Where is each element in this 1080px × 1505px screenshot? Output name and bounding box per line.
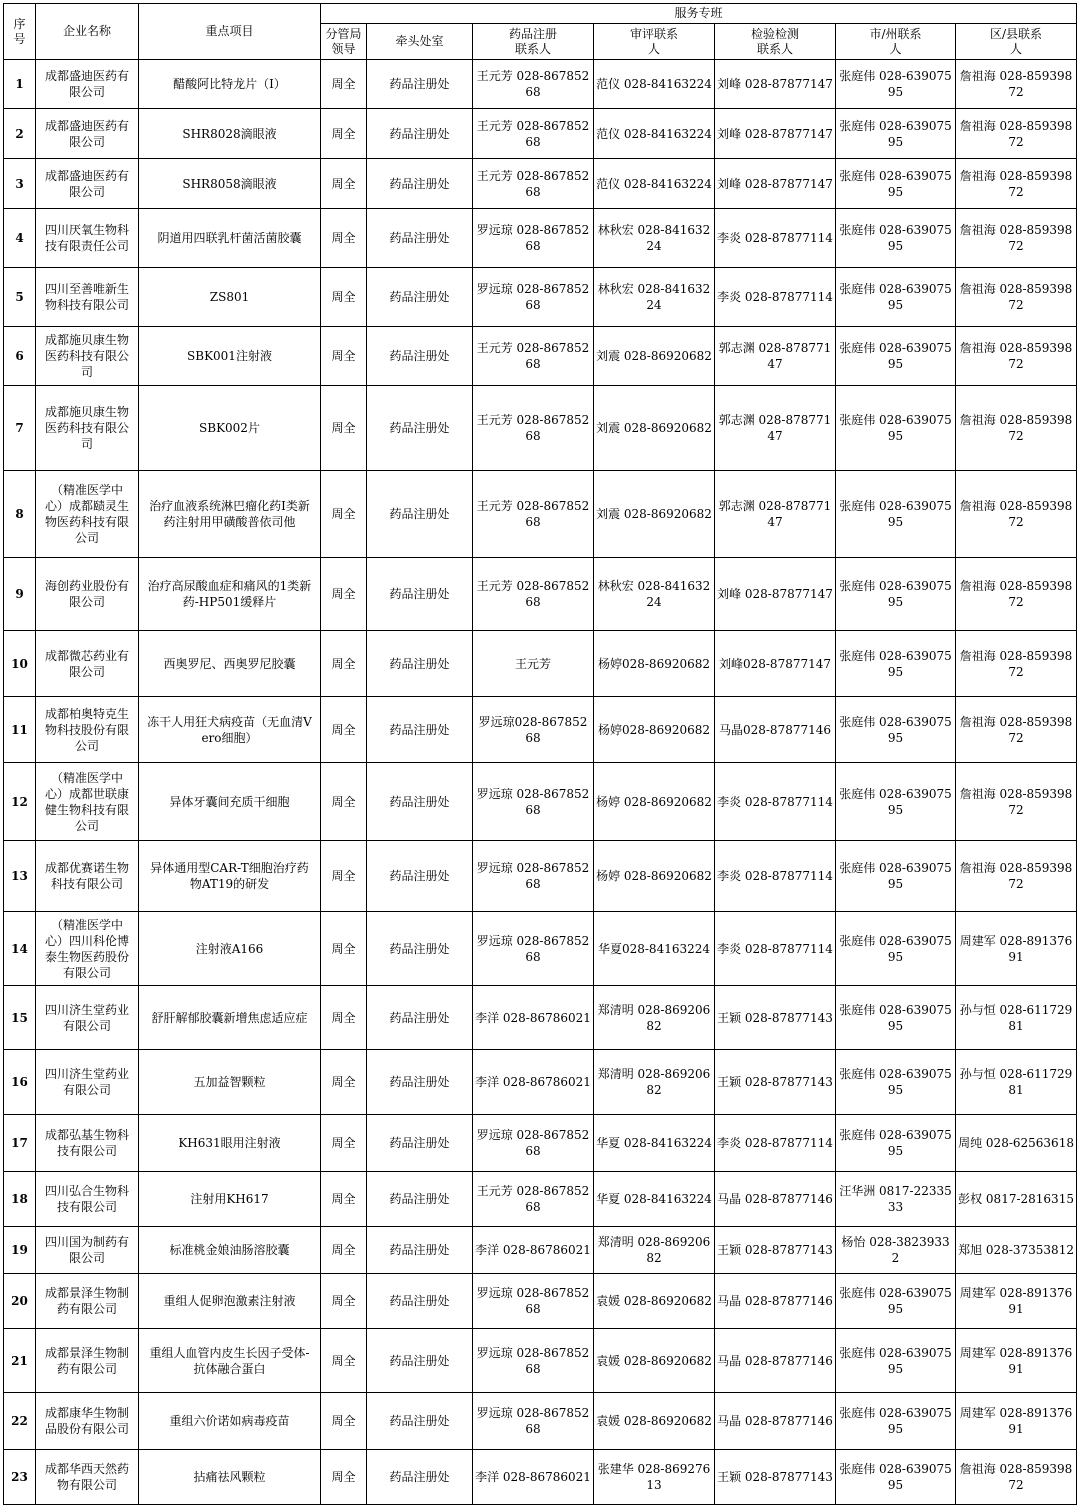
inspection-contact-cell: 郭志渊 028-87877147 [715,471,836,558]
table-row [4,60,1077,109]
leader-cell: 周全 [321,912,367,986]
review-contact-cell: 杨婷 028-86920682 [594,841,715,912]
inspection-contact-cell: 刘峰028-87877147 [715,631,836,697]
review-contact-cell: 袁媛 028-86920682 [594,1329,715,1393]
company-cell: （精准医学中心）成都世联康健生物科技有限公司 [36,763,139,841]
city-contact-cell: 张庭伟 028-63907595 [836,1050,956,1115]
review-contact-cell: 郑清明 028-86920682 [594,986,715,1050]
district-contact-cell: 彭权 0817-2816315 [956,1172,1077,1227]
leader-cell: 周全 [321,1329,367,1393]
table-row [4,1050,1077,1115]
company-cell: 四川厌氧生物科技有限责任公司 [36,209,139,268]
company-cell: 成都盛迪医药有限公司 [36,109,139,159]
dept-cell: 药品注册处 [367,841,473,912]
city-contact-cell: 张庭伟 028-63907595 [836,1274,956,1329]
project-cell: 冻干人用狂犬病疫苗（无血清Vero细胞） [139,697,321,763]
review-contact-cell: 范仪 028-84163224 [594,109,715,159]
leader-cell: 周全 [321,631,367,697]
city-contact-cell: 汪华洲 0817-2233533 [836,1172,956,1227]
table-row [4,1227,1077,1274]
seq-cell: 22 [4,1393,36,1450]
dept-cell: 药品注册处 [367,109,473,159]
leader-cell: 周全 [321,327,367,386]
seq-cell: 16 [4,1050,36,1115]
dept-cell: 药品注册处 [367,1450,473,1505]
company-cell: 成都柏奥特克生物科技股份有限公司 [36,697,139,763]
leader-cell: 周全 [321,1393,367,1450]
review-contact-cell: 杨婷028-86920682 [594,631,715,697]
table-body [4,60,1077,1505]
project-cell: 注射用KH617 [139,1172,321,1227]
header-contact-registration: 药品注册联系人 [473,24,594,60]
table-row [4,1115,1077,1172]
project-cell: 异体牙囊间充质干细胞 [139,763,321,841]
seq-cell: 10 [4,631,36,697]
registration-contact-cell: 罗远琼 028-86785268 [473,1393,594,1450]
registration-contact-cell: 王元芳 028-86785268 [473,327,594,386]
city-contact-cell: 张庭伟 028-63907595 [836,60,956,109]
inspection-contact-cell: 王颖 028-87877143 [715,986,836,1050]
table-row [4,159,1077,209]
company-cell: 四川弘合生物科技有限公司 [36,1172,139,1227]
company-cell: （精准医学中心）成都赜灵生物医药科技有限公司 [36,471,139,558]
company-cell: 四川国为制药有限公司 [36,1227,139,1274]
city-contact-cell: 张庭伟 028-63907595 [836,471,956,558]
table-row [4,558,1077,631]
district-contact-cell: 周建军 028-89137691 [956,1274,1077,1329]
company-cell: 成都景泽生物制药有限公司 [36,1329,139,1393]
city-contact-cell: 张庭伟 028-63907595 [836,1450,956,1505]
project-cell: 重组六价诺如病毒疫苗 [139,1393,321,1450]
table-row [4,1393,1077,1450]
city-contact-cell: 张庭伟 028-63907595 [836,697,956,763]
seq-cell: 3 [4,159,36,209]
dept-cell: 药品注册处 [367,986,473,1050]
table-row [4,109,1077,159]
city-contact-cell: 张庭伟 028-63907595 [836,841,956,912]
inspection-contact-cell: 刘峰 028-87877147 [715,109,836,159]
dept-cell: 药品注册处 [367,386,473,471]
dept-cell: 药品注册处 [367,1050,473,1115]
inspection-contact-cell: 李炎 028-87877114 [715,1115,836,1172]
inspection-contact-cell: 郭志渊 028-87877147 [715,386,836,471]
district-contact-cell: 詹祖海 028-85939872 [956,631,1077,697]
district-contact-cell: 周建军 028-89137691 [956,912,1077,986]
table-row [4,386,1077,471]
city-contact-cell: 张庭伟 028-63907595 [836,912,956,986]
company-cell: 成都施贝康生物医药科技有限公司 [36,386,139,471]
leader-cell: 周全 [321,841,367,912]
registration-contact-cell: 罗远琼 028-86785268 [473,209,594,268]
company-cell: 成都景泽生物制药有限公司 [36,1274,139,1329]
review-contact-cell: 袁媛 028-86920682 [594,1393,715,1450]
review-contact-cell: 华夏028-84163224 [594,912,715,986]
district-contact-cell: 詹祖海 028-85939872 [956,60,1077,109]
header-contact-district: 区/县联系人 [956,24,1077,60]
seq-cell: 4 [4,209,36,268]
table-row [4,1274,1077,1329]
header-service-group: 服务专班 [321,4,1077,24]
seq-cell: 23 [4,1450,36,1505]
company-cell: 成都施贝康生物医药科技有限公司 [36,327,139,386]
dept-cell: 药品注册处 [367,1115,473,1172]
project-cell: 治疗高尿酸血症和痛风的1类新药-HP501缓释片 [139,558,321,631]
dept-cell: 药品注册处 [367,60,473,109]
registration-contact-cell: 李洋 028-86786021 [473,1227,594,1274]
project-cell: 重组人促卵泡激素注射液 [139,1274,321,1329]
inspection-contact-cell: 刘峰 028-87877147 [715,60,836,109]
seq-cell: 2 [4,109,36,159]
district-contact-cell: 孙与恒 028-61172981 [956,1050,1077,1115]
leader-cell: 周全 [321,159,367,209]
inspection-contact-cell: 马晶 028-87877146 [715,1274,836,1329]
company-cell: 成都康华生物制品股份有限公司 [36,1393,139,1450]
company-cell: 四川至善唯新生物科技有限公司 [36,268,139,327]
review-contact-cell: 林秋宏 028-84163224 [594,558,715,631]
review-contact-cell: 范仪 028-84163224 [594,159,715,209]
seq-cell: 7 [4,386,36,471]
seq-cell: 11 [4,697,36,763]
registration-contact-cell: 罗远琼 028-86785268 [473,763,594,841]
city-contact-cell: 张庭伟 028-63907595 [836,1115,956,1172]
dept-cell: 药品注册处 [367,471,473,558]
district-contact-cell: 郑旭 028-37353812 [956,1227,1077,1274]
city-contact-cell: 张庭伟 028-63907595 [836,109,956,159]
leader-cell: 周全 [321,268,367,327]
registration-contact-cell: 罗远琼 028-86785268 [473,268,594,327]
seq-cell: 19 [4,1227,36,1274]
seq-cell: 1 [4,60,36,109]
district-contact-cell: 周建军 028-89137691 [956,1393,1077,1450]
table-row [4,912,1077,986]
project-cell: KH631眼用注射液 [139,1115,321,1172]
review-contact-cell: 袁媛 028-86920682 [594,1274,715,1329]
leader-cell: 周全 [321,1115,367,1172]
inspection-contact-cell: 马晶 028-87877146 [715,1329,836,1393]
registration-contact-cell: 王元芳 028-86785268 [473,471,594,558]
seq-cell: 18 [4,1172,36,1227]
city-contact-cell: 张庭伟 028-63907595 [836,558,956,631]
dept-cell: 药品注册处 [367,697,473,763]
project-cell: SBK001注射液 [139,327,321,386]
seq-cell: 8 [4,471,36,558]
project-cell: 异体通用型CAR-T细胞治疗药物AT19的研发 [139,841,321,912]
city-contact-cell: 张庭伟 028-63907595 [836,1329,956,1393]
dept-cell: 药品注册处 [367,1227,473,1274]
review-contact-cell: 刘震 028-86920682 [594,327,715,386]
inspection-contact-cell: 刘峰 028-87877147 [715,558,836,631]
project-cell: 重组人血管内皮生长因子受体-抗体融合蛋白 [139,1329,321,1393]
seq-cell: 21 [4,1329,36,1393]
leader-cell: 周全 [321,209,367,268]
table-row [4,268,1077,327]
review-contact-cell: 郑清明 028-86920682 [594,1227,715,1274]
dept-cell: 药品注册处 [367,159,473,209]
company-cell: 成都盛迪医药有限公司 [36,159,139,209]
seq-cell: 13 [4,841,36,912]
registration-contact-cell: 罗远琼 028-86785268 [473,1115,594,1172]
dept-cell: 药品注册处 [367,912,473,986]
company-cell: 成都弘基生物科技有限公司 [36,1115,139,1172]
city-contact-cell: 张庭伟 028-63907595 [836,386,956,471]
header-contact-review: 审评联系人 [594,24,715,60]
registration-contact-cell: 王元芳 028-86785268 [473,109,594,159]
seq-cell: 17 [4,1115,36,1172]
inspection-contact-cell: 王颖 028-87877143 [715,1050,836,1115]
inspection-contact-cell: 马晶 028-87877146 [715,1393,836,1450]
leader-cell: 周全 [321,1050,367,1115]
review-contact-cell: 林秋宏 028-84163224 [594,209,715,268]
dept-cell: 药品注册处 [367,1393,473,1450]
district-contact-cell: 詹祖海 028-85939872 [956,697,1077,763]
company-cell: 成都华西天然药物有限公司 [36,1450,139,1505]
project-cell: SHR8028滴眼液 [139,109,321,159]
inspection-contact-cell: 刘峰 028-87877147 [715,159,836,209]
table-row [4,1329,1077,1393]
registration-contact-cell: 王元芳 028-86785268 [473,1172,594,1227]
district-contact-cell: 詹祖海 028-85939872 [956,209,1077,268]
dept-cell: 药品注册处 [367,1329,473,1393]
district-contact-cell: 詹祖海 028-85939872 [956,471,1077,558]
leader-cell: 周全 [321,1227,367,1274]
table-row [4,763,1077,841]
dept-cell: 药品注册处 [367,268,473,327]
city-contact-cell: 张庭伟 028-63907595 [836,209,956,268]
district-contact-cell: 孙与恒 028-61172981 [956,986,1077,1050]
review-contact-cell: 刘震 028-86920682 [594,386,715,471]
leader-cell: 周全 [321,60,367,109]
registration-contact-cell: 李洋 028-86786021 [473,1450,594,1505]
registration-contact-cell: 罗远琼 028-86785268 [473,912,594,986]
review-contact-cell: 郑清明 028-86920682 [594,1050,715,1115]
project-cell: 醋酸阿比特龙片（Ⅰ） [139,60,321,109]
project-cell: 注射液A166 [139,912,321,986]
seq-cell: 14 [4,912,36,986]
header-leader: 分管局领导 [321,24,367,60]
header-seq: 序号 [4,4,36,60]
inspection-contact-cell: 马晶028-87877146 [715,697,836,763]
district-contact-cell: 詹祖海 028-85939872 [956,763,1077,841]
inspection-contact-cell: 李炎 028-87877114 [715,763,836,841]
table-row [4,986,1077,1050]
seq-cell: 9 [4,558,36,631]
district-contact-cell: 詹祖海 028-85939872 [956,109,1077,159]
header-contact-inspection: 检验检测联系人 [715,24,836,60]
project-cell: 阴道用四联乳杆菌活菌胶囊 [139,209,321,268]
review-contact-cell: 杨婷 028-86920682 [594,763,715,841]
company-cell: 成都盛迪医药有限公司 [36,60,139,109]
inspection-contact-cell: 王颖 028-87877143 [715,1450,836,1505]
project-table [3,3,1077,1505]
project-cell: 治疗血液系统淋巴瘤化药Ⅰ类新药注射用甲磺酸普依司他 [139,471,321,558]
city-contact-cell: 张庭伟 028-63907595 [836,159,956,209]
leader-cell: 周全 [321,386,367,471]
leader-cell: 周全 [321,109,367,159]
header-company: 企业名称 [36,4,139,60]
registration-contact-cell: 罗远琼 028-86785268 [473,1329,594,1393]
company-cell: 成都微芯药业有限公司 [36,631,139,697]
city-contact-cell: 张庭伟 028-63907595 [836,327,956,386]
table-row [4,1172,1077,1227]
district-contact-cell: 詹祖海 028-85939872 [956,386,1077,471]
registration-contact-cell: 罗远琼 028-86785268 [473,841,594,912]
city-contact-cell: 杨怡 028-38239332 [836,1227,956,1274]
project-cell: 五加益智颗粒 [139,1050,321,1115]
seq-cell: 6 [4,327,36,386]
project-cell: 舒肝解郁胶囊新增焦虑适应症 [139,986,321,1050]
district-contact-cell: 詹祖海 028-85939872 [956,159,1077,209]
registration-contact-cell: 王元芳 028-86785268 [473,60,594,109]
leader-cell: 周全 [321,558,367,631]
leader-cell: 周全 [321,471,367,558]
project-cell: 拈痛祛风颗粒 [139,1450,321,1505]
leader-cell: 周全 [321,1172,367,1227]
review-contact-cell: 华夏 028-84163224 [594,1172,715,1227]
registration-contact-cell: 王元芳 028-86785268 [473,386,594,471]
registration-contact-cell: 王元芳 028-86785268 [473,558,594,631]
header-dept: 牵头处室 [367,24,473,60]
leader-cell: 周全 [321,1450,367,1505]
city-contact-cell: 张庭伟 028-63907595 [836,631,956,697]
review-contact-cell: 刘震 028-86920682 [594,471,715,558]
leader-cell: 周全 [321,1274,367,1329]
registration-contact-cell: 李洋 028-86786021 [473,1050,594,1115]
project-cell: SHR8058滴眼液 [139,159,321,209]
leader-cell: 周全 [321,697,367,763]
city-contact-cell: 张庭伟 028-63907595 [836,986,956,1050]
table-row [4,1450,1077,1505]
district-contact-cell: 周纯 028-62563618 [956,1115,1077,1172]
review-contact-cell: 范仪 028-84163224 [594,60,715,109]
inspection-contact-cell: 李炎 028-87877114 [715,841,836,912]
city-contact-cell: 张庭伟 028-63907595 [836,763,956,841]
company-cell: 海创药业股份有限公司 [36,558,139,631]
inspection-contact-cell: 王颖 028-87877143 [715,1227,836,1274]
seq-cell: 20 [4,1274,36,1329]
city-contact-cell: 张庭伟 028-63907595 [836,268,956,327]
table-row [4,209,1077,268]
table-row [4,327,1077,386]
project-cell: 标准桃金娘油肠溶胶囊 [139,1227,321,1274]
inspection-contact-cell: 郭志渊 028-87877147 [715,327,836,386]
project-cell: ZS801 [139,268,321,327]
city-contact-cell: 张庭伟 028-63907595 [836,1393,956,1450]
table-row [4,471,1077,558]
company-cell: 成都优赛诺生物科技有限公司 [36,841,139,912]
seq-cell: 5 [4,268,36,327]
registration-contact-cell: 罗远琼 028-86785268 [473,1274,594,1329]
dept-cell: 药品注册处 [367,763,473,841]
table-row [4,631,1077,697]
registration-contact-cell: 王元芳 [473,631,594,697]
header-project: 重点项目 [139,4,321,60]
leader-cell: 周全 [321,986,367,1050]
leader-cell: 周全 [321,763,367,841]
table-row [4,697,1077,763]
district-contact-cell: 詹祖海 028-85939872 [956,268,1077,327]
district-contact-cell: 詹祖海 028-85939872 [956,1450,1077,1505]
company-cell: 四川济生堂药业有限公司 [36,1050,139,1115]
table-row [4,841,1077,912]
dept-cell: 药品注册处 [367,209,473,268]
district-contact-cell: 周建军 028-89137691 [956,1329,1077,1393]
seq-cell: 15 [4,986,36,1050]
review-contact-cell: 杨婷028-86920682 [594,697,715,763]
inspection-contact-cell: 李炎 028-87877114 [715,912,836,986]
dept-cell: 药品注册处 [367,327,473,386]
registration-contact-cell: 王元芳 028-86785268 [473,159,594,209]
header-contact-city: 市/州联系人 [836,24,956,60]
company-cell: （精准医学中心）四川科伦博泰生物医药股份有限公司 [36,912,139,986]
dept-cell: 药品注册处 [367,1172,473,1227]
registration-contact-cell: 李洋 028-86786021 [473,986,594,1050]
inspection-contact-cell: 李炎 028-87877114 [715,209,836,268]
review-contact-cell: 张建华 028-86927613 [594,1450,715,1505]
district-contact-cell: 詹祖海 028-85939872 [956,841,1077,912]
project-cell: 西奥罗尼、西奥罗尼胶囊 [139,631,321,697]
district-contact-cell: 詹祖海 028-85939872 [956,558,1077,631]
inspection-contact-cell: 马晶 028-87877146 [715,1172,836,1227]
company-cell: 四川济生堂药业有限公司 [36,986,139,1050]
review-contact-cell: 华夏 028-84163224 [594,1115,715,1172]
dept-cell: 药品注册处 [367,631,473,697]
district-contact-cell: 詹祖海 028-85939872 [956,327,1077,386]
project-cell: SBK002片 [139,386,321,471]
dept-cell: 药品注册处 [367,558,473,631]
seq-cell: 12 [4,763,36,841]
dept-cell: 药品注册处 [367,1274,473,1329]
review-contact-cell: 林秋宏 028-84163224 [594,268,715,327]
registration-contact-cell: 罗远琼028-86785268 [473,697,594,763]
inspection-contact-cell: 李炎 028-87877114 [715,268,836,327]
